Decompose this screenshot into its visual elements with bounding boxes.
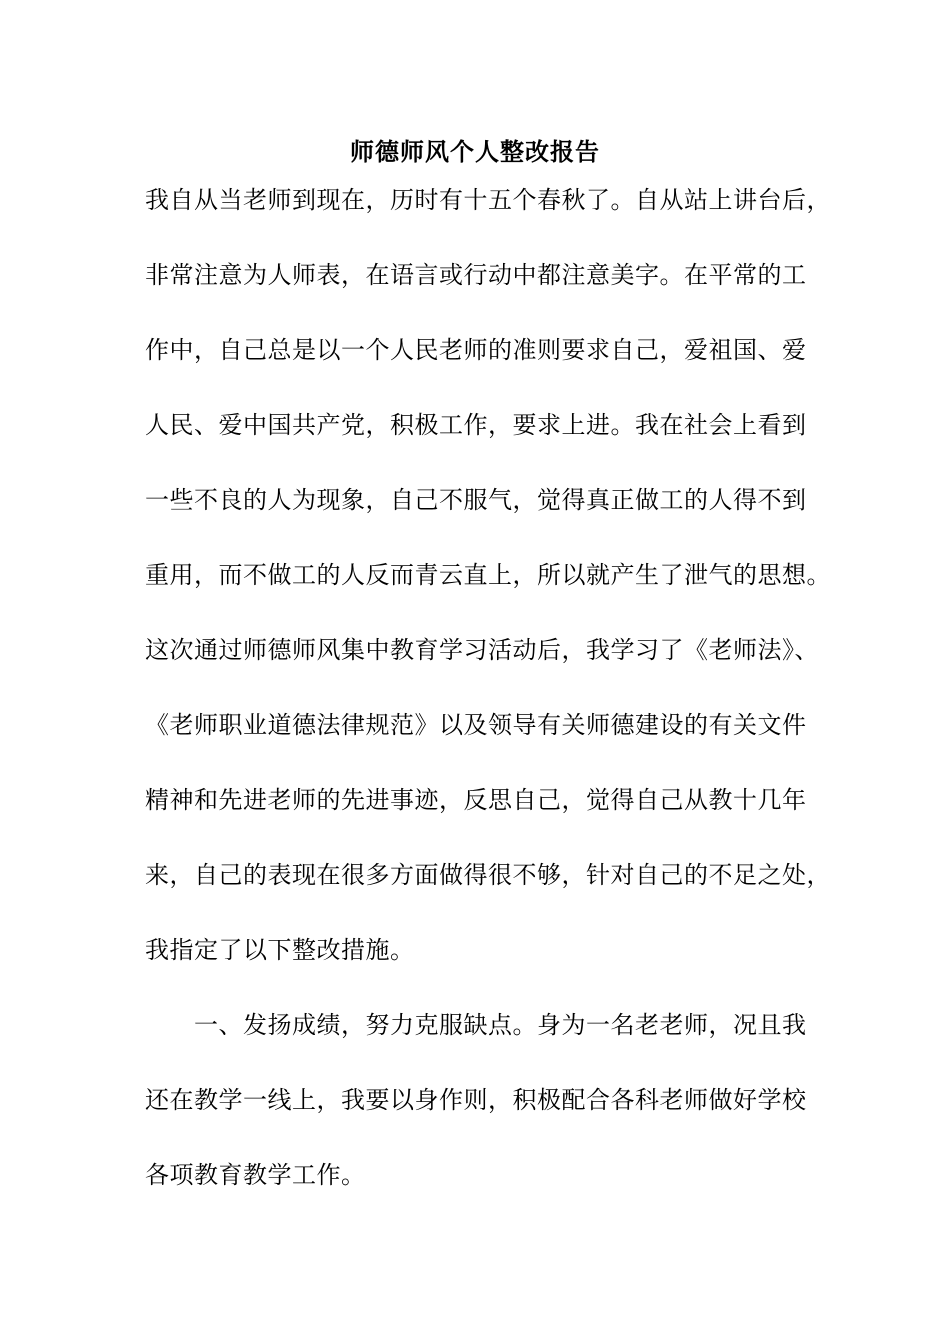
text-line: 我自从当老师到现在，历时有十五个春秋了。自从站上讲台后， [145, 186, 831, 214]
text-line: 人民、爱中国共产党，积极工作，要求上进。我在社会上看到 [145, 411, 807, 439]
text-line: 还在教学一线上，我要以身作则，积极配合各科老师做好学校 [145, 1086, 807, 1114]
text-line: 各项教育教学工作。 [145, 1161, 366, 1189]
document-title: 师德师风个人整改报告 [350, 137, 600, 166]
text-line: 这次通过师德师风集中教育学习活动后，我学习了《老师法》、 [145, 636, 819, 664]
text-line: 重用，而不做工的人反而青云直上，所以就产生了泄气的思想。 [145, 561, 831, 589]
text-line: 一些不良的人为现象，自己不服气，觉得真正做工的人得不到 [145, 486, 807, 514]
text-line: 来，自己的表现在很多方面做得很不够，针对自己的不足之处， [145, 861, 831, 889]
text-line: 一、发扬成绩，努力克服缺点。身为一名老老师，况且我 [145, 1011, 807, 1039]
text-line: 《老师职业道德法律规范》以及领导有关师德建设的有关文件 [145, 711, 807, 739]
text-line: 精神和先进老师的先进事迹，反思自己，觉得自己从教十几年 [145, 786, 807, 814]
text-line: 作中，自己总是以一个人民老师的准则要求自己，爱祖国、爱 [145, 336, 807, 364]
text-line: 我指定了以下整改措施。 [145, 936, 415, 964]
document-body [145, 184, 835, 1234]
text-line: 非常注意为人师表，在语言或行动中都注意美字。在平常的工 [145, 261, 807, 289]
